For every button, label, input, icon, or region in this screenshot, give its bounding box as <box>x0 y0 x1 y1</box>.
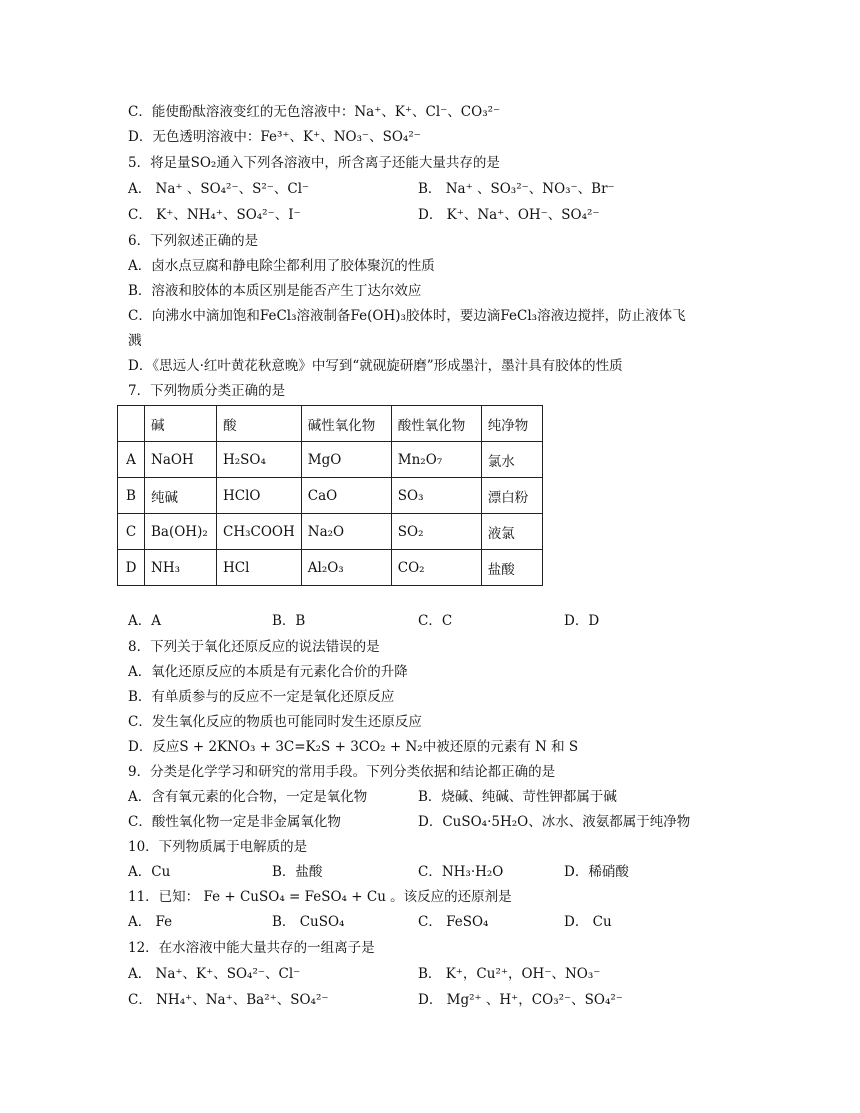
q7-option-c: C．C <box>418 613 453 629</box>
table-cell: A <box>118 442 145 478</box>
table-cell: 纯碱 <box>145 478 217 514</box>
table-cell: MgO <box>301 442 391 478</box>
q9-option-a: A．含有氧元素的化合物，一定是氧化物 <box>128 789 368 805</box>
table-header-cell: 酸性氧化物 <box>391 406 481 442</box>
q5-option-b: B． Na⁺ 、SO₃²⁻、NO₃⁻、Br⁻ <box>418 181 615 197</box>
table-cell: Mn₂O₇ <box>391 442 481 478</box>
table-row <box>118 514 543 550</box>
q11-option-c: C． FeSO₄ <box>418 914 489 930</box>
table-cell: HCl <box>217 550 302 586</box>
q10-option-d: D．稀硝酸 <box>564 864 629 880</box>
table-row <box>118 442 543 478</box>
table-cell: Na₂O <box>301 514 391 550</box>
q7-option-b: B．B <box>272 613 306 629</box>
table-cell: D <box>118 550 145 586</box>
q6-option-b: B．溶液和胶体的本质区别是能否产生丁达尔效应 <box>128 283 422 299</box>
table-header-cell: 酸 <box>217 406 302 442</box>
table-cell: HClO <box>217 478 302 514</box>
q9-option-d: D．CuSO₄·5H₂O、冰水、液氨都属于纯净物 <box>418 814 691 830</box>
q12-option-c: C． NH₄⁺、Na⁺、Ba²⁺、SO₄²⁻ <box>128 992 329 1008</box>
q5-option-a: A． Na⁺ 、SO₄²⁻、S²⁻、Cl⁻ <box>128 181 310 197</box>
q10-option-c: C．NH₃·H₂O <box>418 864 504 880</box>
table-row <box>118 550 543 586</box>
table-cell: C <box>118 514 145 550</box>
table-header-cell <box>118 406 145 442</box>
q9-option-c: C．酸性氧化物一定是非金属氧化物 <box>128 814 341 830</box>
table-cell: H₂SO₄ <box>217 442 302 478</box>
table-header-cell: 碱 <box>145 406 217 442</box>
table-cell: CO₂ <box>391 550 481 586</box>
table-cell: SO₂ <box>391 514 481 550</box>
q8-option-a: A．氧化还原反应的本质是有元素化合价的升降 <box>128 664 408 680</box>
question-6: 6．下列叙述正确的是 <box>128 233 259 249</box>
table-header-row <box>118 406 543 442</box>
question-10: 10．下列物质属于电解质的是 <box>128 839 308 855</box>
table-cell: 漂白粉 <box>481 478 542 514</box>
table-cell: CH₃COOH <box>217 514 302 550</box>
table-cell: NH₃ <box>145 550 217 586</box>
q4-option-d: D．无色透明溶液中：Fe³⁺、K⁺、NO₃⁻、SO₄²⁻ <box>128 129 421 145</box>
table-header-cell: 纯净物 <box>481 406 542 442</box>
q6-option-c: C．向沸水中滴加饱和FeCl₃溶液制备Fe(OH)₃胶体时，要边滴FeCl₃溶液边搅拌，防止液体飞 <box>128 308 686 324</box>
q8-option-b: B．有单质参与的反应不一定是氧化还原反应 <box>128 689 395 705</box>
question-9: 9．分类是化学学习和研究的常用手段。下列分类依据和结论都正确的是 <box>128 764 556 780</box>
question-7: 7．下列物质分类正确的是 <box>128 383 286 399</box>
table-header-cell: 碱性氧化物 <box>301 406 391 442</box>
q11-option-b: B． CuSO₄ <box>272 914 345 930</box>
table-cell: Al₂O₃ <box>301 550 391 586</box>
q11-option-a: A． Fe <box>128 914 173 930</box>
classification-table <box>117 405 543 586</box>
question-12: 12．在水溶液中能大量共存的一组离子是 <box>128 940 375 956</box>
q4-option-c: C．能使酚酞溶液变红的无色溶液中：Na⁺、K⁺、Cl⁻、CO₃²⁻ <box>128 104 501 120</box>
q8-option-c: C．发生氧化反应的物质也可能同时发生还原反应 <box>128 714 422 730</box>
q10-option-b: B．盐酸 <box>272 864 323 880</box>
table-row <box>118 478 543 514</box>
q6-option-a: A．卤水点豆腐和静电除尘都利用了胶体聚沉的性质 <box>128 258 435 274</box>
q7-option-a: A．A <box>128 613 161 629</box>
table-cell: Ba(OH)₂ <box>145 514 217 550</box>
table-cell: B <box>118 478 145 514</box>
q5-option-d: D． K⁺、Na⁺、OH⁻、SO₄²⁻ <box>418 207 600 223</box>
q12-option-d: D． Mg²⁺ 、H⁺，CO₃²⁻、SO₄²⁻ <box>418 992 623 1008</box>
q12-option-b: B． K⁺，Cu²⁺，OH⁻、NO₃⁻ <box>418 966 601 982</box>
q6-option-c-cont: 溅 <box>128 333 142 349</box>
table-cell: NaOH <box>145 442 217 478</box>
q11-option-d: D． Cu <box>564 914 612 930</box>
q5-option-c: C． K⁺、NH₄⁺、SO₄²⁻、I⁻ <box>128 207 301 223</box>
q9-option-b: B．烧碱、纯碱、苛性钾都属于碱 <box>418 789 617 805</box>
q8-option-d: D．反应S + 2KNO₃ + 3C=K₂S + 3CO₂ + N₂中被还原的元素有 N 和 S <box>128 739 579 755</box>
q10-option-a: A．Cu <box>128 864 171 880</box>
table-cell: 盐酸 <box>481 550 542 586</box>
table-cell: 液氯 <box>481 514 542 550</box>
question-11: 11．已知： Fe + CuSO₄ = FeSO₄ + Cu 。该反应的还原剂是 <box>128 889 512 905</box>
q6-option-d: D．《思远人·红叶黄花秋意晚》中写到“就砚旋研磨”形成墨汁，墨汁具有胶体的性质 <box>128 358 623 374</box>
question-5: 5．将足量SO₂通入下列各溶液中，所含离子还能大量共存的是 <box>128 155 500 171</box>
q12-option-a: A． Na⁺、K⁺、SO₄²⁻、Cl⁻ <box>128 966 301 982</box>
question-8: 8．下列关于氧化还原反应的说法错误的是 <box>128 639 380 655</box>
q7-option-d: D．D <box>564 613 600 629</box>
table-cell: CaO <box>301 478 391 514</box>
table-cell: 氯水 <box>481 442 542 478</box>
table-cell: SO₃ <box>391 478 481 514</box>
